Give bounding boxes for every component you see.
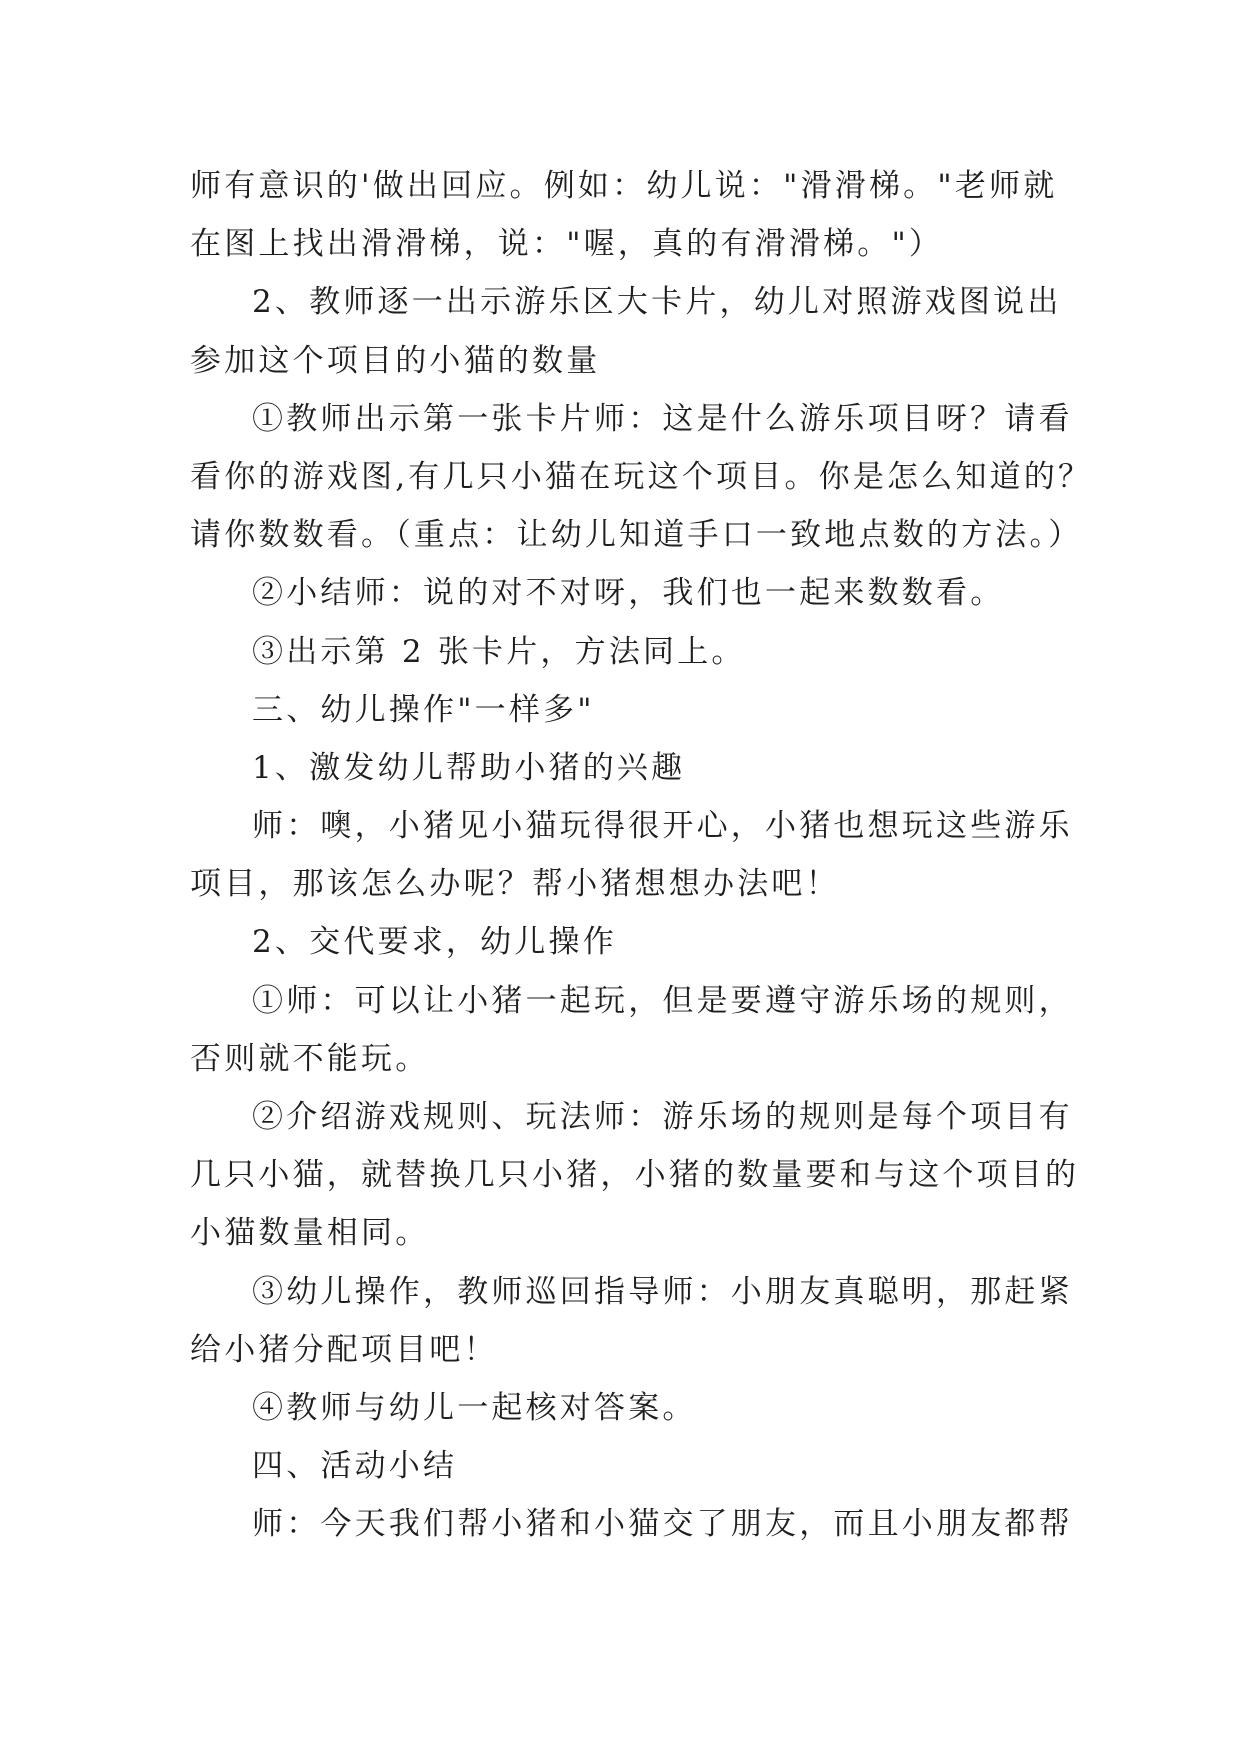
text-line: ③幼儿操作，教师巡回指导师：小朋友真聪明，那赶紧 xyxy=(252,1273,1073,1310)
text-line: 请你数数看。（重点：让幼儿知道手口一致地点数的方法。） xyxy=(190,517,1083,554)
text-line: 参加这个项目的小猫的数量 xyxy=(190,342,601,379)
text-line: ②介绍游戏规则、玩法师：游乐场的规则是每个项目有 xyxy=(252,1099,1073,1135)
section-heading: 三、幼儿操作"一样多" xyxy=(252,691,595,728)
text-line: 1、激发幼儿帮助小猪的兴趣 xyxy=(252,749,686,786)
text-line: 2、教师逐一出示游乐区大卡片，幼儿对照游戏图说出 xyxy=(252,284,1062,321)
text-line: 看你的游戏图,有几只小猫在玩这个项目。你是怎么知道的？ xyxy=(190,458,1093,495)
text-line: ①师：可以让小猪一起玩，但是要遵守游乐场的规则， xyxy=(252,982,1073,1019)
text-line: 2、交代要求，幼儿操作 xyxy=(252,924,617,961)
text-line: 给小猪分配项目吧！ xyxy=(190,1331,498,1368)
text-line: 在图上找出滑滑梯，说："喔，真的有滑滑梯。"） xyxy=(190,226,944,263)
document-body xyxy=(190,157,1093,1554)
text-line: 否则就不能玩。 xyxy=(190,1040,430,1077)
text-line: 师：今天我们帮小猪和小猫交了朋友，而且小朋友都帮 xyxy=(252,1506,1073,1543)
text-line: ③出示第 2 张卡片，方法同上。 xyxy=(252,633,746,670)
text-line: ①教师出示第一张卡片师：这是什么游乐项目呀？请看 xyxy=(252,400,1073,437)
text-line: 几只小猫，就替换几只小猪，小猪的数量要和与这个项目的 xyxy=(190,1157,1080,1194)
text-line: 师有意识的'做出回应。例如：幼儿说："滑滑梯。"老师就 xyxy=(190,168,1058,204)
text-line: 项目，那该怎么办呢？帮小猪想想办法吧！ xyxy=(190,866,840,903)
section-heading: 四、活动小结 xyxy=(252,1448,458,1485)
text-line: 小猫数量相同。 xyxy=(190,1215,430,1252)
text-line: 师：噢，小猪见小猫玩得很开心，小猪也想玩这些游乐 xyxy=(252,808,1073,845)
text-line: ④教师与幼儿一起核对答案。 xyxy=(252,1389,697,1426)
text-line: ②小结师：说的对不对呀，我们也一起来数数看。 xyxy=(252,575,1005,612)
